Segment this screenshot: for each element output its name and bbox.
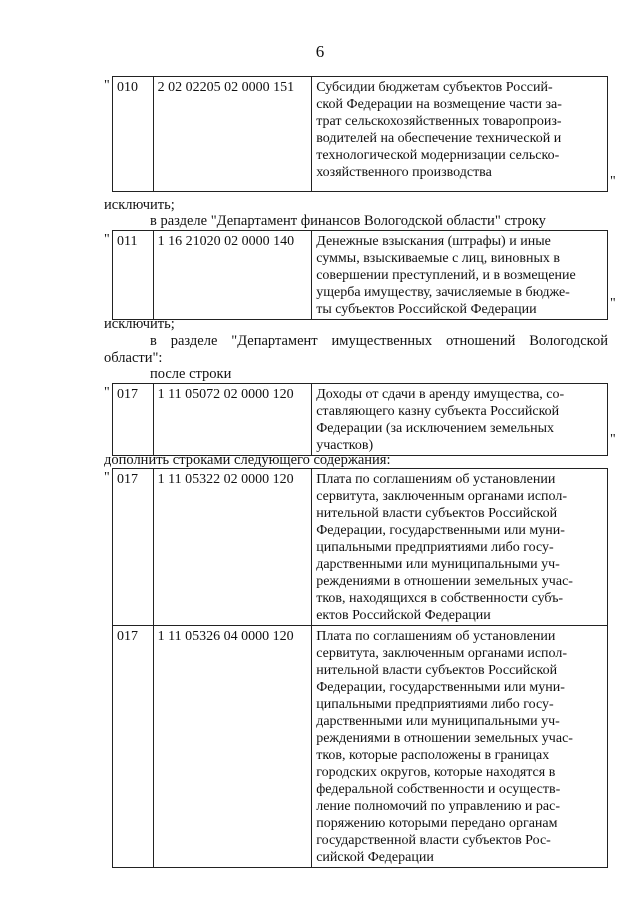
description-line: водителей на обеспечение технической и bbox=[316, 131, 562, 146]
budget-table-2 bbox=[112, 230, 608, 320]
description-line: Федерации, государственными или муни- bbox=[316, 680, 565, 695]
description-line: государственной власти субъектов Рос- bbox=[316, 833, 551, 848]
exclude-text: исключить; bbox=[104, 197, 175, 213]
description-line: ты субъектов Российской Федерации bbox=[316, 302, 537, 317]
description-cell bbox=[312, 384, 608, 456]
description-line: нительной власти субъектов Российской bbox=[316, 506, 558, 521]
supplement-text: дополнить строками следующего содержания: bbox=[104, 452, 391, 468]
description-line: ление полномочий по управлению и рас- bbox=[316, 799, 561, 814]
opening-quote: " bbox=[104, 385, 110, 400]
description-cell bbox=[312, 231, 608, 320]
budget-table-1 bbox=[112, 76, 608, 192]
after-rows-text: после строки bbox=[150, 366, 232, 382]
table-row bbox=[113, 231, 608, 320]
description-line: суммы, взыскиваемые с лиц, виновных в bbox=[316, 251, 560, 266]
description-line: ущерба имуществу, зачисляемые в бюдже- bbox=[316, 285, 570, 300]
table-row bbox=[113, 469, 608, 626]
section-text: в разделе "Департамент финансов Вологодской области" строку bbox=[150, 213, 546, 229]
description-line: Доходы от сдачи в аренду имущества, со- bbox=[316, 387, 565, 402]
description-line: трат сельскохозяйственных товаропроиз- bbox=[316, 114, 562, 129]
closing-quote: " bbox=[610, 296, 616, 311]
description-line: реждениями в отношении земельных учас- bbox=[316, 731, 573, 746]
description-line: ставляющего казну субъекта Российской bbox=[316, 404, 560, 419]
description-cell bbox=[312, 77, 608, 192]
closing-quote: " bbox=[610, 174, 616, 189]
budget-table-4 bbox=[112, 468, 608, 868]
description-line: Субсидии бюджетам субъектов Россий- bbox=[316, 80, 553, 95]
description-line: ципальными предприятиями либо госу- bbox=[316, 697, 554, 712]
kbk-code-cell: 1 11 05322 02 0000 120 bbox=[153, 469, 312, 626]
table-row bbox=[113, 626, 608, 868]
description-line: ципальными предприятиями либо госу- bbox=[316, 540, 554, 555]
budget-table-3 bbox=[112, 383, 608, 456]
description-line: дарственными или муниципальными уч- bbox=[316, 557, 560, 572]
description-line: дарственными или муниципальными уч- bbox=[316, 714, 560, 729]
description-line: ской Федерации на возмещение части за- bbox=[316, 97, 562, 112]
description-cell bbox=[312, 626, 608, 868]
opening-quote: " bbox=[104, 470, 110, 485]
exclude-text: исключить; bbox=[104, 316, 175, 332]
description-line: поряжению которыми передано органам bbox=[316, 816, 558, 831]
description-line: тков, которые расположены в границах bbox=[316, 748, 550, 763]
description-line: сийской Федерации bbox=[316, 850, 434, 865]
description-line: реждениями в отношении земельных учас- bbox=[316, 574, 573, 589]
description-line: Денежные взыскания (штрафы) и иные bbox=[316, 234, 551, 249]
description-line: ектов Российской Федерации bbox=[316, 608, 491, 623]
description-line: Плата по соглашениям об установлении bbox=[316, 629, 556, 644]
description-line: Плата по соглашениям об установлении bbox=[316, 472, 556, 487]
admin-code-cell: 017 bbox=[113, 469, 154, 626]
description-line: сервитута, заключенным органами испол- bbox=[316, 489, 567, 504]
kbk-code-cell: 2 02 02205 02 0000 151 bbox=[153, 77, 312, 192]
opening-quote: " bbox=[104, 78, 110, 93]
admin-code-cell: 017 bbox=[113, 384, 154, 456]
description-line: городских округов, которые находятся в bbox=[316, 765, 556, 780]
description-line: Федерации (за исключением земельных bbox=[316, 421, 555, 436]
closing-quote: " bbox=[610, 432, 616, 447]
admin-code-cell: 011 bbox=[113, 231, 154, 320]
table-row bbox=[113, 77, 608, 192]
description-line: технологической модернизации сельско- bbox=[316, 148, 560, 163]
description-line: хозяйственного производства bbox=[316, 165, 492, 180]
description-line: федеральной собственности и осуществ- bbox=[316, 782, 561, 797]
kbk-code-cell: 1 16 21020 02 0000 140 bbox=[153, 231, 312, 320]
kbk-code-cell: 1 11 05072 02 0000 120 bbox=[153, 384, 312, 456]
admin-code-cell: 017 bbox=[113, 626, 154, 868]
table-row bbox=[113, 384, 608, 456]
page-number: 6 bbox=[315, 42, 325, 61]
description-line: участков) bbox=[316, 438, 374, 453]
description-cell bbox=[312, 469, 608, 626]
description-line: Федерации, государственными или муни- bbox=[316, 523, 565, 538]
description-line: сервитута, заключенным органами испол- bbox=[316, 646, 567, 661]
section-text: области": bbox=[104, 350, 163, 366]
admin-code-cell: 010 bbox=[113, 77, 154, 192]
opening-quote: " bbox=[104, 232, 110, 247]
description-line: нительной власти субъектов Российской bbox=[316, 663, 558, 678]
description-line: тков, находящихся в собственности субъ- bbox=[316, 591, 564, 606]
kbk-code-cell: 1 11 05326 04 0000 120 bbox=[153, 626, 312, 868]
section-text: в разделе "Департамент имущественных отношений Вологодской bbox=[150, 333, 608, 349]
description-line: совершении преступлений, и в возмещение bbox=[316, 268, 576, 283]
